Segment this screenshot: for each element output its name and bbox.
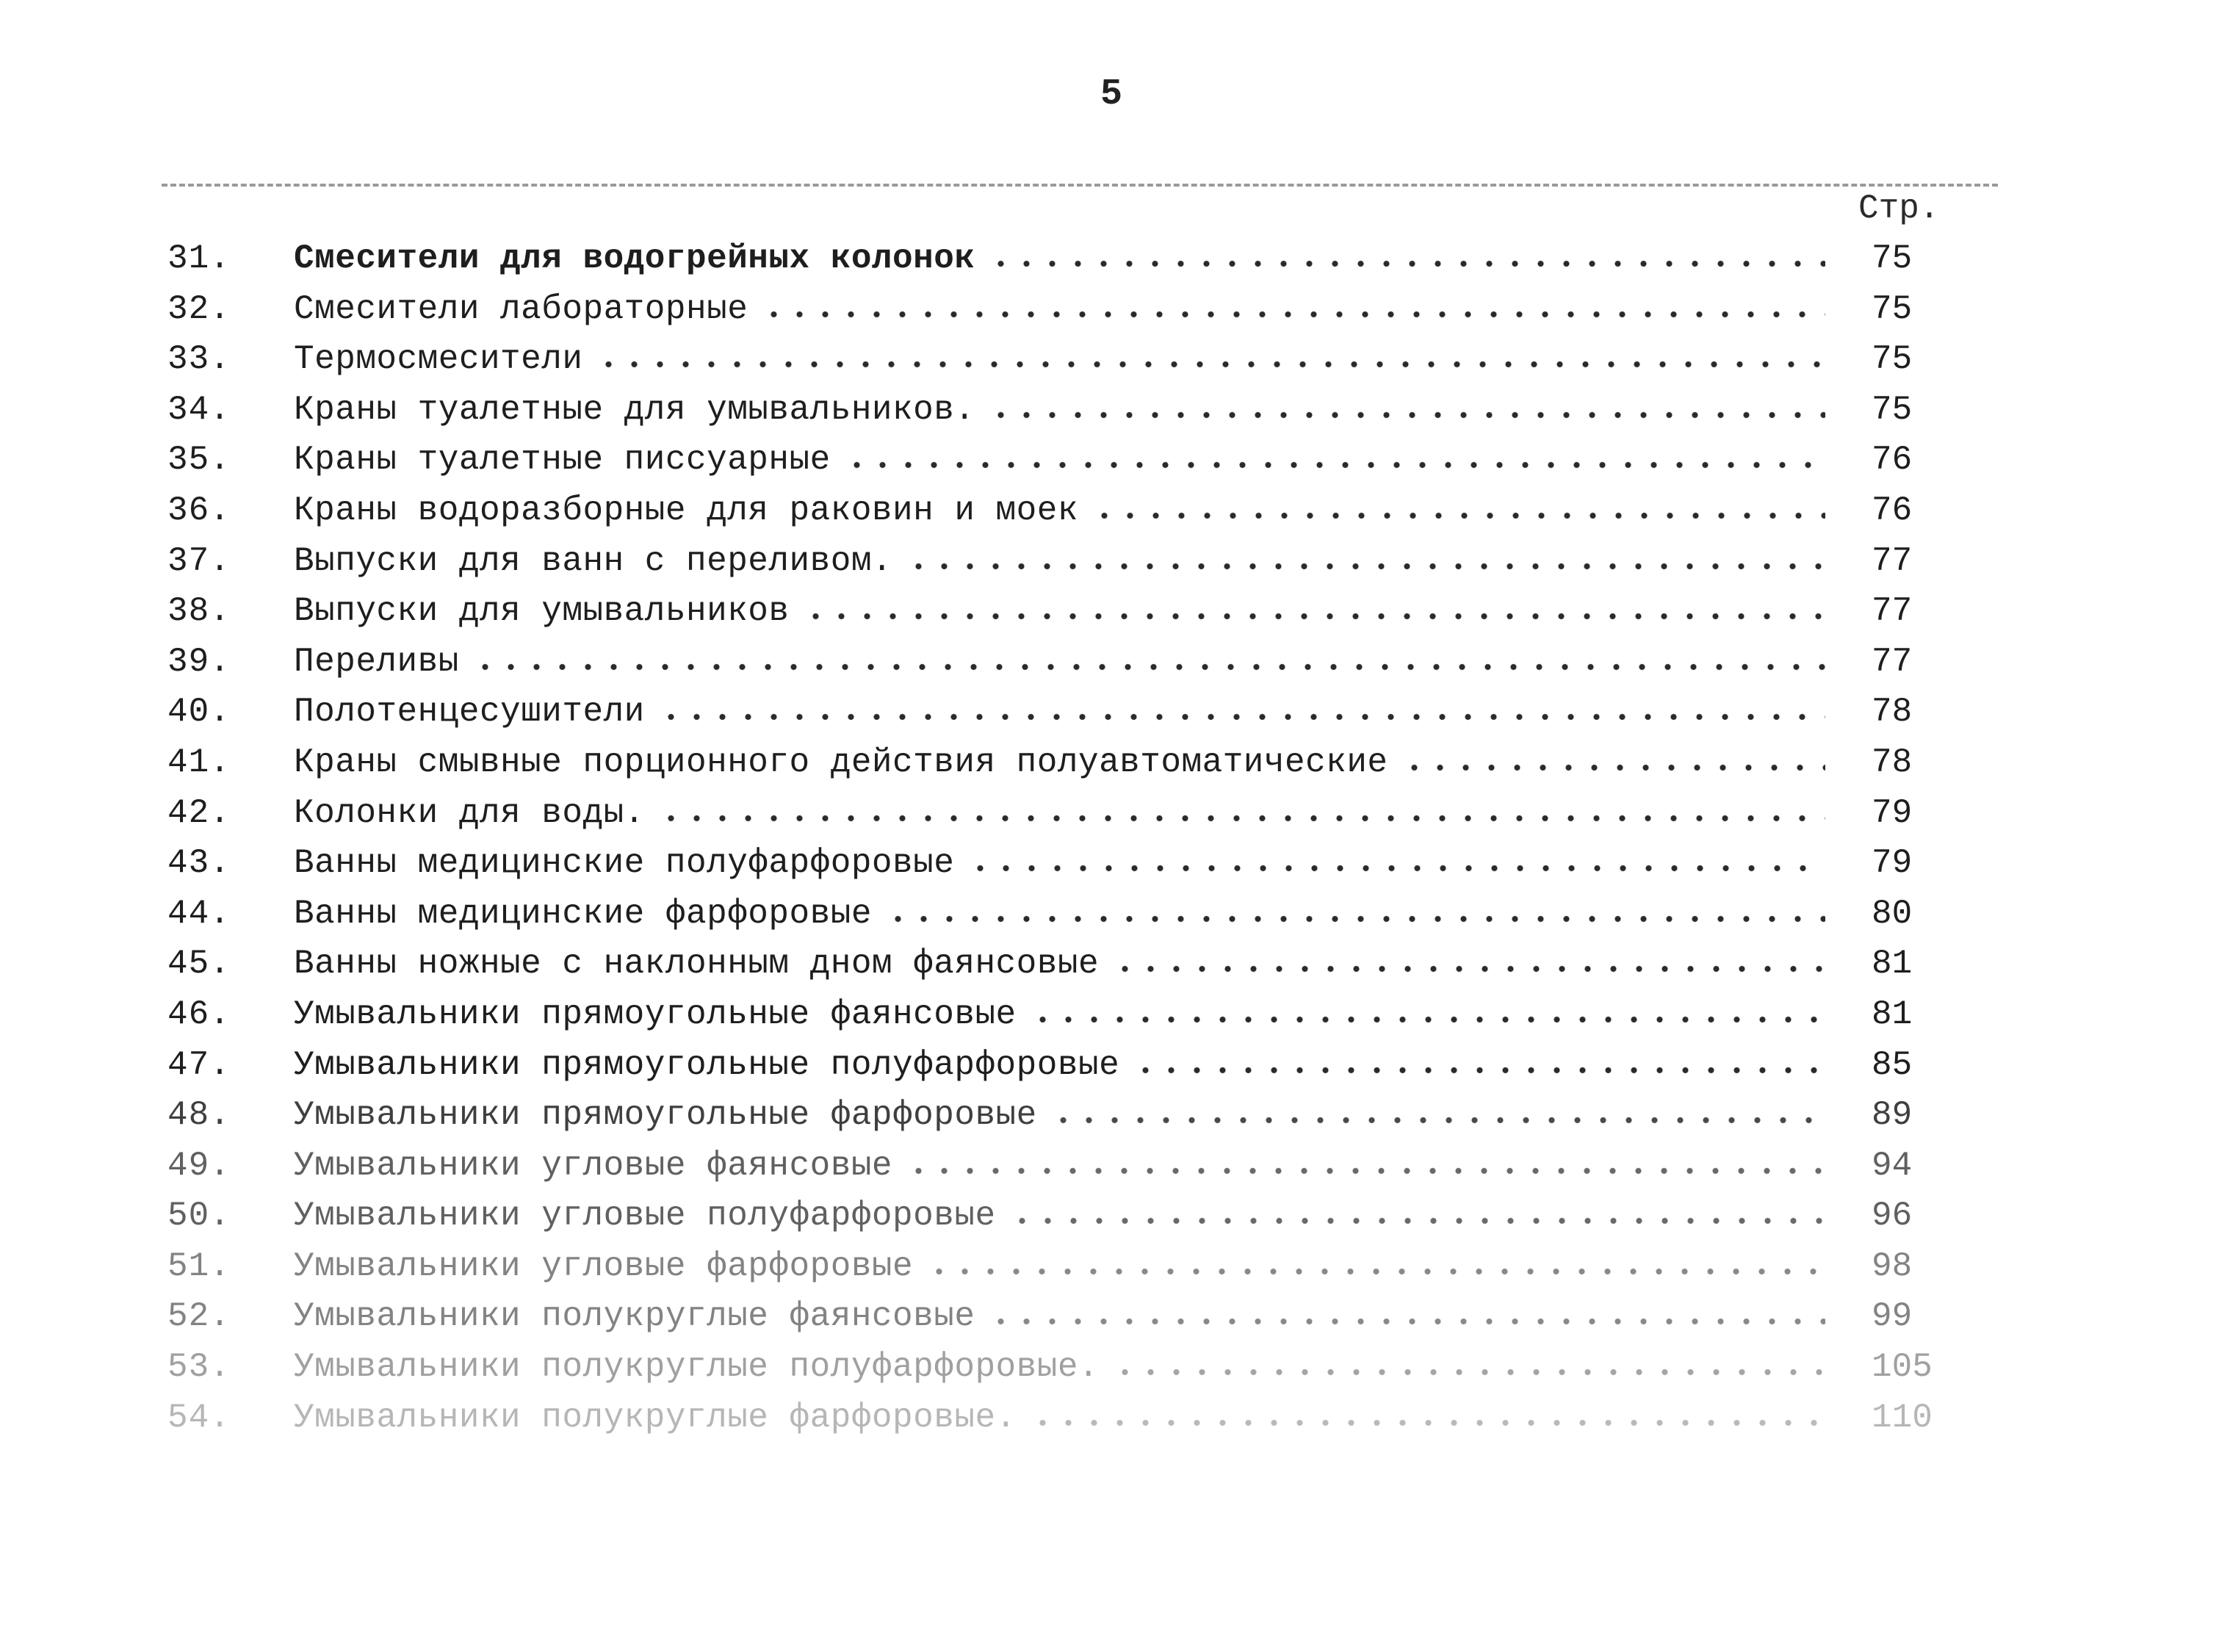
toc-entry-title: Полотенцесушители	[294, 693, 645, 732]
toc-entry-line	[294, 234, 1825, 284]
toc-entry-line	[294, 536, 1825, 586]
toc-entry-page: 78	[1872, 693, 1913, 732]
toc-entry-page: 89	[1872, 1096, 1913, 1135]
toc-entry-number: 33.	[167, 340, 231, 379]
toc-entry-title: Колонки для воды.	[294, 793, 645, 832]
toc-entry	[0, 1141, 2219, 1191]
toc-entry-number: 35.	[167, 441, 231, 480]
toc-entry	[0, 737, 2219, 788]
toc-entry-number: 38.	[167, 592, 231, 631]
toc-entry-page: 81	[1872, 995, 1913, 1034]
toc-entry-line	[294, 737, 1825, 787]
dot-leader	[988, 260, 1825, 267]
toc-entry-title: Умывальники прямоугольные фаянсовые	[294, 995, 1017, 1034]
toc-entry-number: 44.	[167, 894, 231, 933]
toc-entry-page: 110	[1872, 1398, 1933, 1437]
toc-entry-page: 99	[1872, 1297, 1913, 1336]
toc-entry-line	[294, 586, 1825, 636]
toc-entry-title: Краны смывные порционного действия полуавтоматические	[294, 743, 1388, 782]
toc-entry-line	[294, 1241, 1825, 1291]
toc-entry-title: Умывальники полукруглые фарфоровые.	[294, 1398, 1017, 1437]
dot-leader	[926, 1268, 1825, 1275]
dot-leader	[885, 915, 1825, 923]
toc-entry-page: 77	[1872, 592, 1913, 631]
toc-entry-title: Переливы	[294, 642, 459, 681]
toc-entry-title: Умывальники полукруглые фаянсовые	[294, 1297, 975, 1336]
toc-entry	[0, 536, 2219, 587]
toc-entry-line	[294, 939, 1825, 989]
toc-entry-line	[294, 284, 1825, 334]
dot-leader	[803, 613, 1825, 620]
toc-entry-page: 75	[1872, 340, 1913, 379]
toc-entry	[0, 1342, 2219, 1393]
toc-entry-number: 48.	[167, 1096, 231, 1135]
toc-entry-number: 32.	[167, 289, 231, 328]
toc-entry-page: 98	[1872, 1247, 1913, 1285]
toc-entry	[0, 1291, 2219, 1342]
toc-entry-number: 41.	[167, 743, 231, 782]
toc-entry-line	[294, 1291, 1825, 1341]
dot-leader	[906, 563, 1825, 570]
toc-entry-line	[294, 989, 1825, 1039]
dot-leader	[658, 713, 1825, 721]
toc-entry	[0, 989, 2219, 1040]
toc-entry-number: 52.	[167, 1297, 231, 1336]
toc-entry-line	[294, 889, 1825, 939]
toc-entry-title: Умывальники угловые фарфоровые	[294, 1247, 914, 1285]
toc-entry-number: 36.	[167, 491, 231, 530]
toc-entry-title: Выпуски для ванн с переливом.	[294, 541, 893, 580]
toc-entry-page: 77	[1872, 642, 1913, 681]
toc-entry-line	[294, 1393, 1825, 1443]
toc-entry-title: Смесители для водогрейных колонок	[294, 239, 975, 278]
toc-entry	[0, 284, 2219, 335]
toc-entry-page: 75	[1872, 289, 1913, 328]
toc-entry-page: 75	[1872, 239, 1913, 278]
toc-entry-number: 45.	[167, 945, 231, 984]
toc-entry-line	[294, 838, 1825, 888]
toc-entry-page: 78	[1872, 743, 1913, 782]
toc-entry-number: 31.	[167, 239, 231, 278]
toc-entry-line	[294, 1342, 1825, 1392]
toc-entry-page: 77	[1872, 541, 1913, 580]
dot-leader	[988, 1318, 1825, 1325]
toc-entry-title: Умывальники полукруглые полуфарфоровые.	[294, 1348, 1100, 1387]
page-number: 5	[1100, 73, 1123, 115]
toc-entry-number: 51.	[167, 1247, 231, 1285]
toc-entry-line	[294, 788, 1825, 838]
dot-leader	[761, 311, 1825, 318]
toc-entry	[0, 486, 2219, 536]
dot-leader	[988, 411, 1825, 419]
dot-leader	[906, 1167, 1825, 1175]
toc-entry-number: 37.	[167, 541, 231, 580]
toc-entry	[0, 1040, 2219, 1091]
toc-entry-line	[294, 1191, 1825, 1241]
toc-entry-page: 94	[1872, 1146, 1913, 1185]
toc-entry	[0, 586, 2219, 637]
toc-entry-number: 53.	[167, 1348, 231, 1387]
toc-entry-page: 79	[1872, 844, 1913, 883]
toc-entry-title: Краны туалетные для умывальников.	[294, 390, 975, 429]
toc-entry-line	[294, 385, 1825, 435]
toc-entry-title: Умывальники прямоугольные фарфоровые	[294, 1096, 1037, 1135]
toc-entry-page: 76	[1872, 441, 1913, 480]
toc-entry-number: 46.	[167, 995, 231, 1034]
toc-entry-number: 42.	[167, 793, 231, 832]
toc-entry	[0, 1241, 2219, 1292]
toc-entry-title: Краны туалетные писсуарные	[294, 441, 831, 480]
toc-entry-number: 39.	[167, 642, 231, 681]
dot-leader	[596, 361, 1825, 368]
toc-entry-line	[294, 334, 1825, 384]
dot-leader	[472, 663, 1825, 671]
table-of-contents	[0, 234, 2219, 1443]
dot-leader	[844, 461, 1825, 469]
toc-entry	[0, 687, 2219, 737]
toc-entry-number: 50.	[167, 1197, 231, 1236]
toc-entry	[0, 788, 2219, 839]
toc-entry-title: Смесители лабораторные	[294, 289, 748, 328]
dot-leader	[1401, 764, 1825, 771]
toc-entry-title: Краны водоразборные для раковин и моек	[294, 491, 1078, 530]
toc-entry-title: Умывальники угловые фаянсовые	[294, 1146, 893, 1185]
toc-entry	[0, 1393, 2219, 1443]
toc-entry-title: Умывальники угловые полуфарфоровые	[294, 1197, 996, 1236]
toc-entry-line	[294, 1090, 1825, 1140]
toc-entry-title: Выпуски для умывальников	[294, 592, 790, 631]
toc-entry-title: Ванны медицинские фарфоровые	[294, 894, 872, 933]
toc-entry-number: 49.	[167, 1146, 231, 1185]
toc-entry-page: 76	[1872, 491, 1913, 530]
dot-leader	[1030, 1419, 1825, 1426]
dot-leader	[1050, 1117, 1825, 1124]
toc-entry-page: 81	[1872, 945, 1913, 984]
toc-entry-line	[294, 1141, 1825, 1191]
toc-entry-number: 43.	[167, 844, 231, 883]
toc-entry-page: 85	[1872, 1045, 1913, 1084]
dot-leader	[1112, 965, 1825, 973]
dot-leader	[1112, 1368, 1825, 1376]
toc-entry-number: 47.	[167, 1045, 231, 1084]
toc-entry-title: Термосмесители	[294, 340, 583, 379]
dot-leader	[658, 815, 1825, 822]
toc-entry-line	[294, 637, 1825, 687]
toc-entry-number: 34.	[167, 390, 231, 429]
toc-entry	[0, 385, 2219, 436]
toc-entry	[0, 234, 2219, 284]
toc-entry-title: Умывальники прямоугольные полуфарфоровые	[294, 1045, 1120, 1084]
toc-entry-number: 40.	[167, 693, 231, 732]
toc-entry	[0, 838, 2219, 889]
toc-entry-page: 79	[1872, 793, 1913, 832]
toc-entry	[0, 334, 2219, 385]
dot-leader	[1030, 1016, 1825, 1023]
header-rule	[162, 184, 1998, 187]
dot-leader	[1133, 1067, 1825, 1074]
toc-entry-title: Ванны ножные с наклонным дном фаянсовые	[294, 945, 1100, 984]
toc-entry-page: 96	[1872, 1197, 1913, 1236]
toc-entry-line	[294, 435, 1825, 485]
toc-entry-number: 54.	[167, 1398, 231, 1437]
page-column-header: Стр.	[1858, 190, 1940, 228]
toc-entry-page: 80	[1872, 894, 1913, 933]
dot-leader	[1009, 1217, 1825, 1224]
dot-leader	[967, 865, 1825, 872]
toc-entry	[0, 637, 2219, 688]
toc-entry	[0, 435, 2219, 486]
toc-entry-page: 105	[1872, 1348, 1933, 1387]
toc-entry-line	[294, 1040, 1825, 1090]
toc-entry-line	[294, 687, 1825, 737]
toc-entry-title: Ванны медицинские полуфарфоровые	[294, 844, 955, 883]
toc-entry	[0, 889, 2219, 939]
toc-entry	[0, 1090, 2219, 1141]
dot-leader	[1092, 512, 1825, 519]
toc-entry-page: 75	[1872, 390, 1913, 429]
toc-entry	[0, 939, 2219, 989]
toc-entry-line	[294, 486, 1825, 535]
toc-entry	[0, 1191, 2219, 1241]
